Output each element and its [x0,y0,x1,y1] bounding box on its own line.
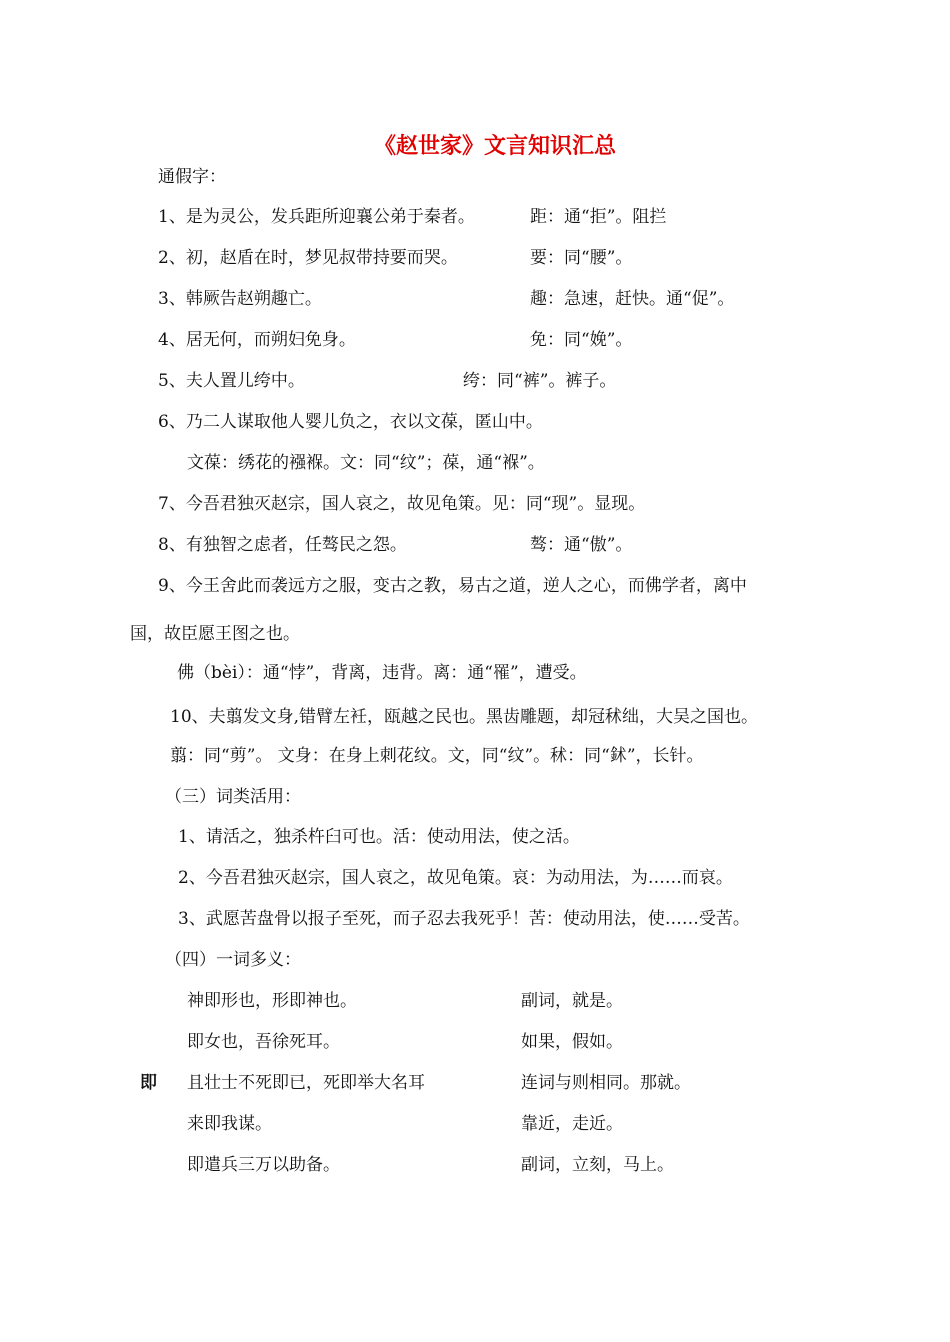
tongjia-note-6: 文葆：绣花的襁褓。文：同“纹”；葆，通“褓”。 [187,453,545,473]
section-heading-tongjia: 通假字： [158,167,226,187]
tongjia-note-1: 距：通“拒”。阻拦 [530,207,667,227]
tongjia-note-3: 趣：急速，赶快。通“促”。 [530,289,735,309]
page-title: 《赵世家》文言知识汇总 [373,133,616,159]
tongjia-note-5: 绔：同“裤”。裤子。 [463,371,617,391]
duoyi-example-3: 且壮士不死即已，死即举大名耳 [187,1073,425,1093]
duoyi-headword: 即 [140,1073,157,1093]
tongjia-item-7: 7、今吾君独灭赵宗，国人哀之，故见龟策。见：同“现”。显现。 [158,494,646,514]
duoyi-meaning-5: 副词，立刻，马上。 [521,1155,674,1175]
tongjia-note-8: 骜：通“傲”。 [530,535,633,555]
tongjia-note-4: 免：同“娩”。 [530,330,633,350]
tongjia-item-6: 6、乃二人谋取他人婴儿负之，衣以文葆，匿山中。 [158,412,543,432]
cilei-item-1: 1、请活之，独杀杵臼可也。活：使动用法，使之活。 [178,827,580,847]
duoyi-example-4: 来即我谋。 [187,1114,272,1134]
tongjia-note-10: 翦：同“剪”。 文身：在身上刺花纹。文，同“纹”。秫：同“鉥”，长针。 [170,746,704,766]
duoyi-meaning-2: 如果，假如。 [521,1032,623,1052]
tongjia-item-4: 4、居无何，而朔妇免身。 [158,330,356,350]
tongjia-item-1: 1、是为灵公，发兵距所迎襄公弟于秦者。 [158,207,475,227]
cilei-item-2: 2、今吾君独灭赵宗，国人哀之，故见龟策。哀：为动用法，为……而哀。 [178,868,733,888]
tongjia-note-2: 要：同“腰”。 [530,248,633,268]
duoyi-meaning-3: 连词与则相同。那就。 [521,1073,691,1093]
tongjia-item-10: 10、夫翦发文身,错臂左衽，瓯越之民也。黑齿雕题，却冠秫绌，大吴之国也。 [170,707,759,727]
tongjia-item-8: 8、有独智之虑者，任骜民之怨。 [158,535,407,555]
duoyi-example-2: 即女也，吾徐死耳。 [187,1032,340,1052]
duoyi-example-1: 神即形也，形即神也。 [187,991,357,1011]
tongjia-item-2: 2、初，赵盾在时，梦见叔带持要而哭。 [158,248,458,268]
duoyi-meaning-4: 靠近，走近。 [521,1114,623,1134]
section-heading-duoyi: （四）一词多义： [165,950,301,970]
tongjia-item-3: 3、韩厥告赵朔趣亡。 [158,289,322,309]
tongjia-item-9-cont: 国，故臣愿王图之也。 [130,624,300,644]
duoyi-example-5: 即遣兵三万以助备。 [187,1155,340,1175]
tongjia-item-9: 9、今王舍此而袭远方之服，变古之教，易古之道，逆人之心，而佛学者，离中 [158,576,747,596]
tongjia-item-5: 5、夫人置儿绔中。 [158,371,305,391]
tongjia-note-9: 佛（bèi）：通“悖”，背离，违背。离：通“罹”，遭受。 [177,663,587,683]
duoyi-meaning-1: 副词，就是。 [521,991,623,1011]
section-heading-cilei: （三）词类活用： [165,787,301,807]
cilei-item-3: 3、武愿苦盘骨以报子至死，而子忍去我死乎！苦：使动用法，使……受苦。 [178,909,750,929]
